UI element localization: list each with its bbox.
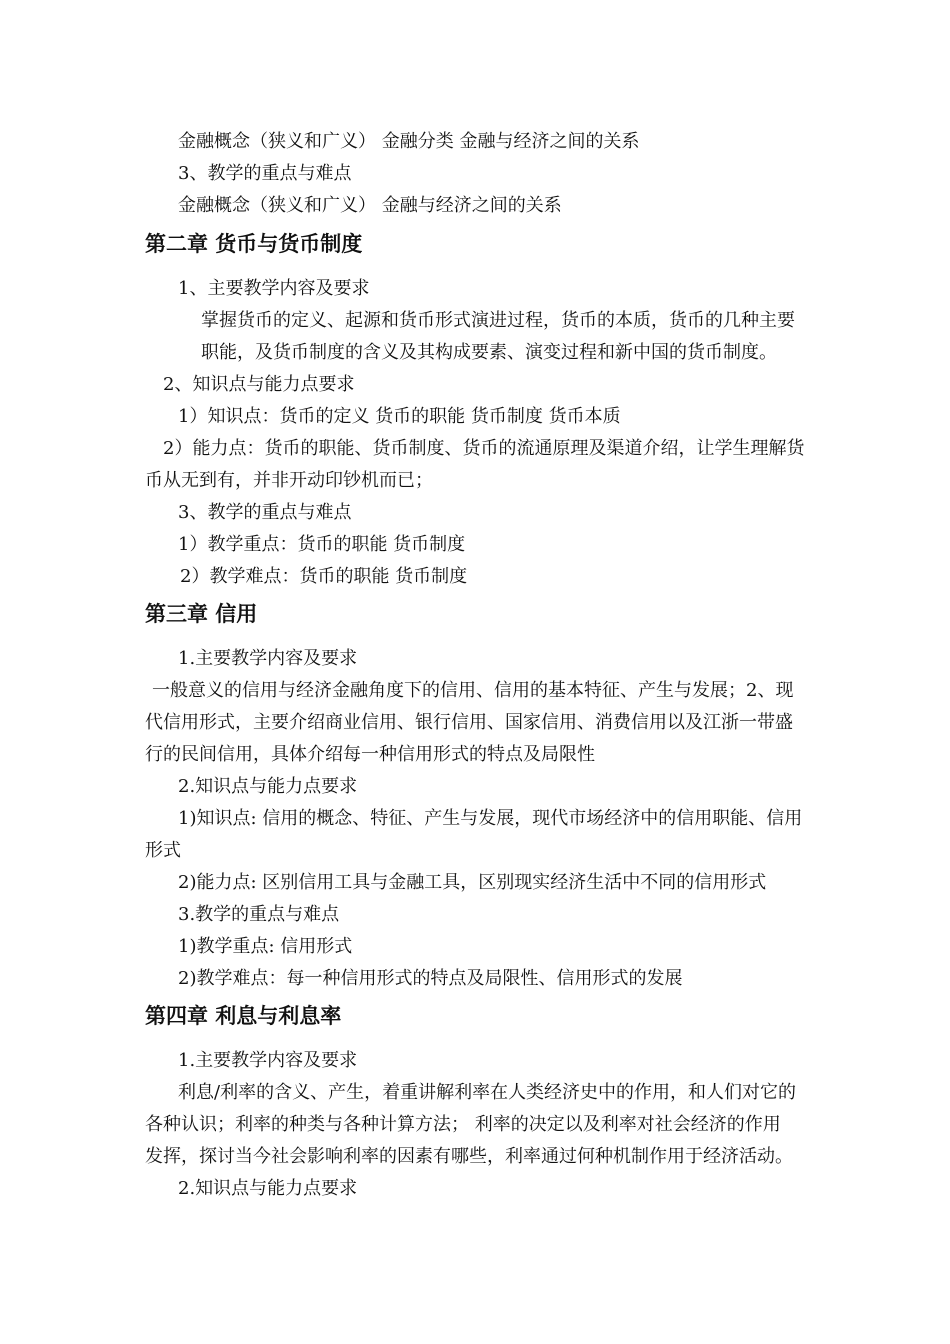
text-line: 2)教学难点：每一种信用形式的特点及局限性、信用形式的发展 [178, 968, 683, 989]
text-line: 1.主要教学内容及要求 [178, 648, 358, 669]
text-line: 金融概念（狭义和广义） 金融与经济之间的关系 [178, 195, 562, 216]
text-line: 1）教学重点：货币的职能 货币制度 [178, 534, 466, 555]
text-line: 形式 [145, 840, 181, 861]
chapter-heading: 第三章 信用 [145, 602, 258, 626]
text-line: 1)知识点: 信用的概念、特征、产生与发展，现代市场经济中的信用职能、信用 [178, 808, 803, 829]
text-line: 1、主要教学内容及要求 [178, 278, 370, 299]
text-line: 职能，及货币制度的含义及其构成要素、演变过程和新中国的货币制度。 [201, 342, 777, 363]
text-line: 发挥，探讨当今社会影响利率的因素有哪些，利率通过何种机制作用于经济活动。 [145, 1146, 793, 1167]
text-line: 2.知识点与能力点要求 [178, 1178, 358, 1199]
text-line: 一般意义的信用与经济金融角度下的信用、信用的基本特征、产生与发展；2、现 [152, 680, 794, 701]
text-line: 掌握货币的定义、起源和货币形式演进过程，货币的本质，货币的几种主要 [201, 310, 795, 331]
text-line: 各种认识；利率的种类与各种计算方法； 利率的决定以及利率对社会经济的作用 [145, 1114, 781, 1135]
text-line: 金融概念（狭义和广义） 金融分类 金融与经济之间的关系 [178, 131, 640, 152]
text-line: 2、知识点与能力点要求 [163, 374, 355, 395]
text-line: 2.知识点与能力点要求 [178, 776, 358, 797]
text-line: 利息/利率的含义、产生，着重讲解利率在人类经济史中的作用，和人们对它的 [178, 1082, 797, 1103]
text-line: 1）知识点：货币的定义 货币的职能 货币制度 货币本质 [178, 406, 621, 427]
chapter-heading: 第四章 利息与利息率 [145, 1004, 342, 1028]
text-line: 3.教学的重点与难点 [178, 904, 340, 925]
text-line: 行的民间信用，具体介绍每一种信用形式的特点及局限性 [145, 744, 595, 765]
text-line: 币从无到有，并非开动印钞机而已； [145, 470, 433, 491]
text-line: 3、教学的重点与难点 [178, 502, 352, 523]
text-line: 1.主要教学内容及要求 [178, 1050, 358, 1071]
text-line: 3、教学的重点与难点 [178, 163, 352, 184]
text-line: 1)教学重点: 信用形式 [178, 936, 353, 957]
text-line: 2)能力点: 区别信用工具与金融工具，区别现实经济生活中不同的信用形式 [178, 872, 767, 893]
chapter-heading: 第二章 货币与货币制度 [145, 232, 363, 256]
text-line: 2）教学难点：货币的职能 货币制度 [180, 566, 468, 587]
text-line: 2）能力点：货币的职能、货币制度、货币的流通原理及渠道介绍，让学生理解货 [163, 438, 805, 459]
text-line: 代信用形式，主要介绍商业信用、银行信用、国家信用、消费信用以及江浙一带盛 [145, 712, 793, 733]
